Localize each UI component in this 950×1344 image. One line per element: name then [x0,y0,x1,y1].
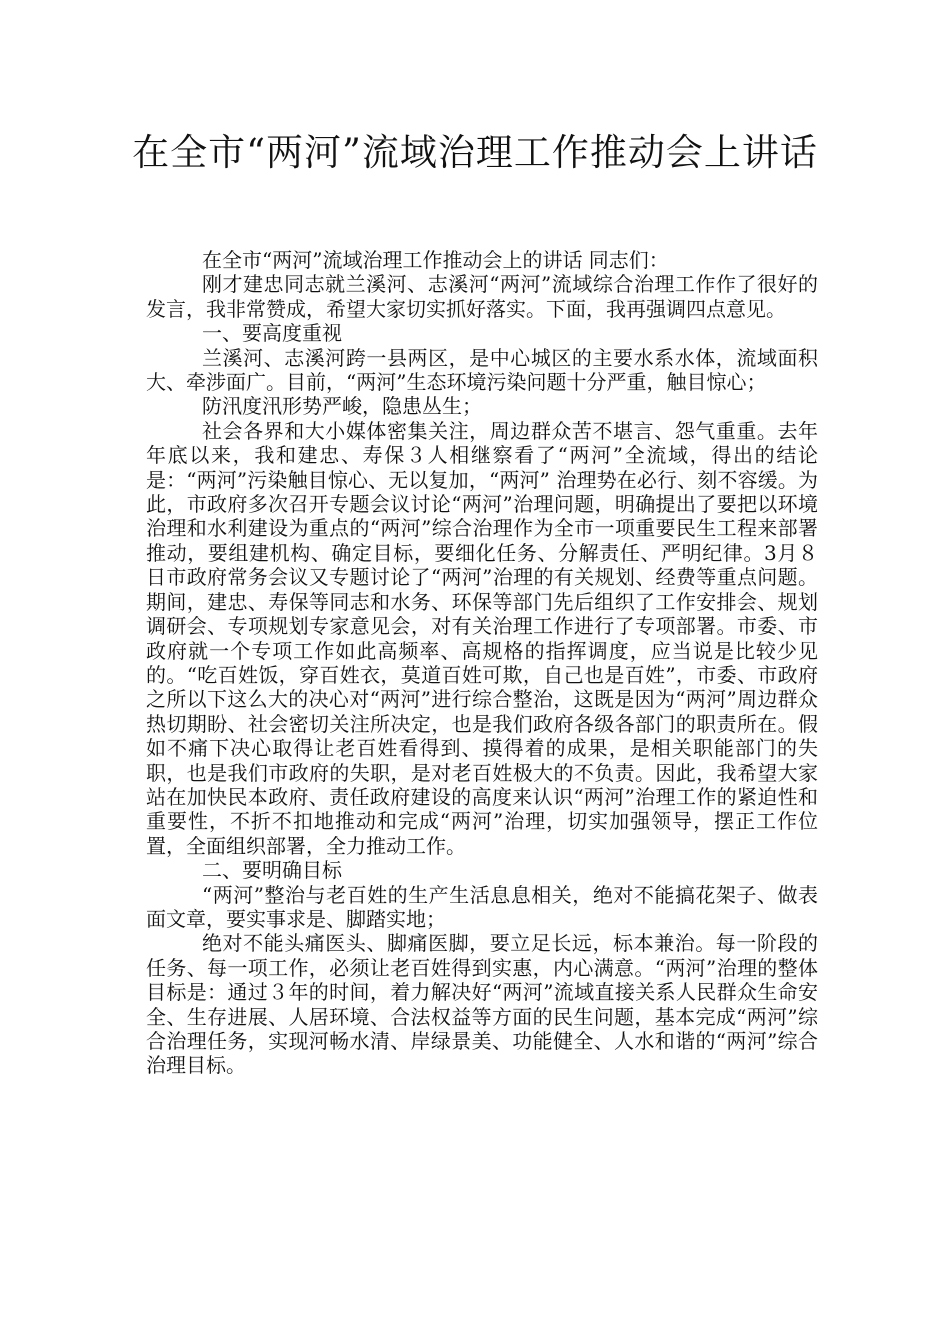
body-paragraph: 防汛度汛形势严峻，隐患丛生； [202,394,482,419]
body-paragraph: 绝对不能头痛医头、脚痛医脚，要立足长远，标本兼治。每一阶段的任务、每一项工作，必须让老百姓得到实惠，内心满意。“两河”治理的整体目标是：通过３年的时间，着力解决好“两河”流域直接关系人民群众生命安全、生存进展、人居环境、合法权益等方面的民生问题，基本完成“两河”综合治理任务，实现河畅水清、岸绿景美、功能健全、人水和谐的“两河”综合治理目标。 [146,931,818,1078]
body-paragraph: 社会各界和大小媒体密集关注，周边群众苦不堪言、怨气重重。去年年底以来，我和建忠、寿保３人相继察看了“两河”全流域，得出的结论是：“两河”污染触目惊心、无以复加，“两河” 治理势在必行、刻不容缓。为此，市政府多次召开专题会议讨论“两河”治理问题，明确提出了要把以环境治理和水利建设为重点的“两河”综合治理作为全市一项重要民生工程来部署推动，要组建机构、确定目标，要细化任务、分解责任、严明纪律。3月８日市政府常务会议又专题讨论了“两河”治理的有关规划、经费等重点问题。期间，建忠、寿保等同志和水务、环保等部门先后组织了工作安排会、规划调研会、专项规划专家意见会，对有关治理工作进行了专项部署。市委、市政府就一个专项工作如此高频率、高规格的指挥调度，应当说是比较少见的。“吃百姓饭，穿百姓衣，莫道百姓可欺，自己也是百姓”，市委、市政府之所以下这么大的决心对“两河”进行综合整治，这既是因为“两河”周边群众热切期盼、社会密切关注所决定，也是我们政府各级各部门的职责所在。假如不痛下决心取得让老百姓看得到、摸得着的成果，是相关职能部门的失职，也是我们市政府的失职，是对老百姓极大的不负责。因此，我希望大家站在加快民本政府、责任政府建设的高度来认识“两河”治理工作的紧迫性和重要性，不折不扣地推动和完成“两河”治理，切实加强领导，摆正工作位置，全面组织部署，全力推动工作。 [146,418,818,858]
document-title: 在全市“两河”流域治理工作推动会上讲话 [132,131,818,174]
greeting-paragraph: 在全市“两河”流域治理工作推动会上的讲话 同志们： [202,248,669,272]
intro-paragraph: 刚才建忠同志就兰溪河、志溪河“两河”流域综合治理工作作了很好的发言，我非常赞成，希望大家切实抓好落实。下面，我再强调四点意见。 [146,272,818,321]
document-body [146,248,818,1078]
section-heading-2: 二、要明确目标 [202,858,342,883]
body-paragraph: 兰溪河、志溪河跨一县两区，是中心城区的主要水系水体，流域面积大、牵涉面广。目前，“两河”生态环境污染问题十分严重，触目惊心； [146,345,818,395]
section-heading-1: 一、要高度重视 [202,321,342,346]
body-paragraph: “两河”整治与老百姓的生产生活息息相关，绝对不能搞花架子、做表面文章，要实事求是、脚踏实地； [146,882,818,931]
